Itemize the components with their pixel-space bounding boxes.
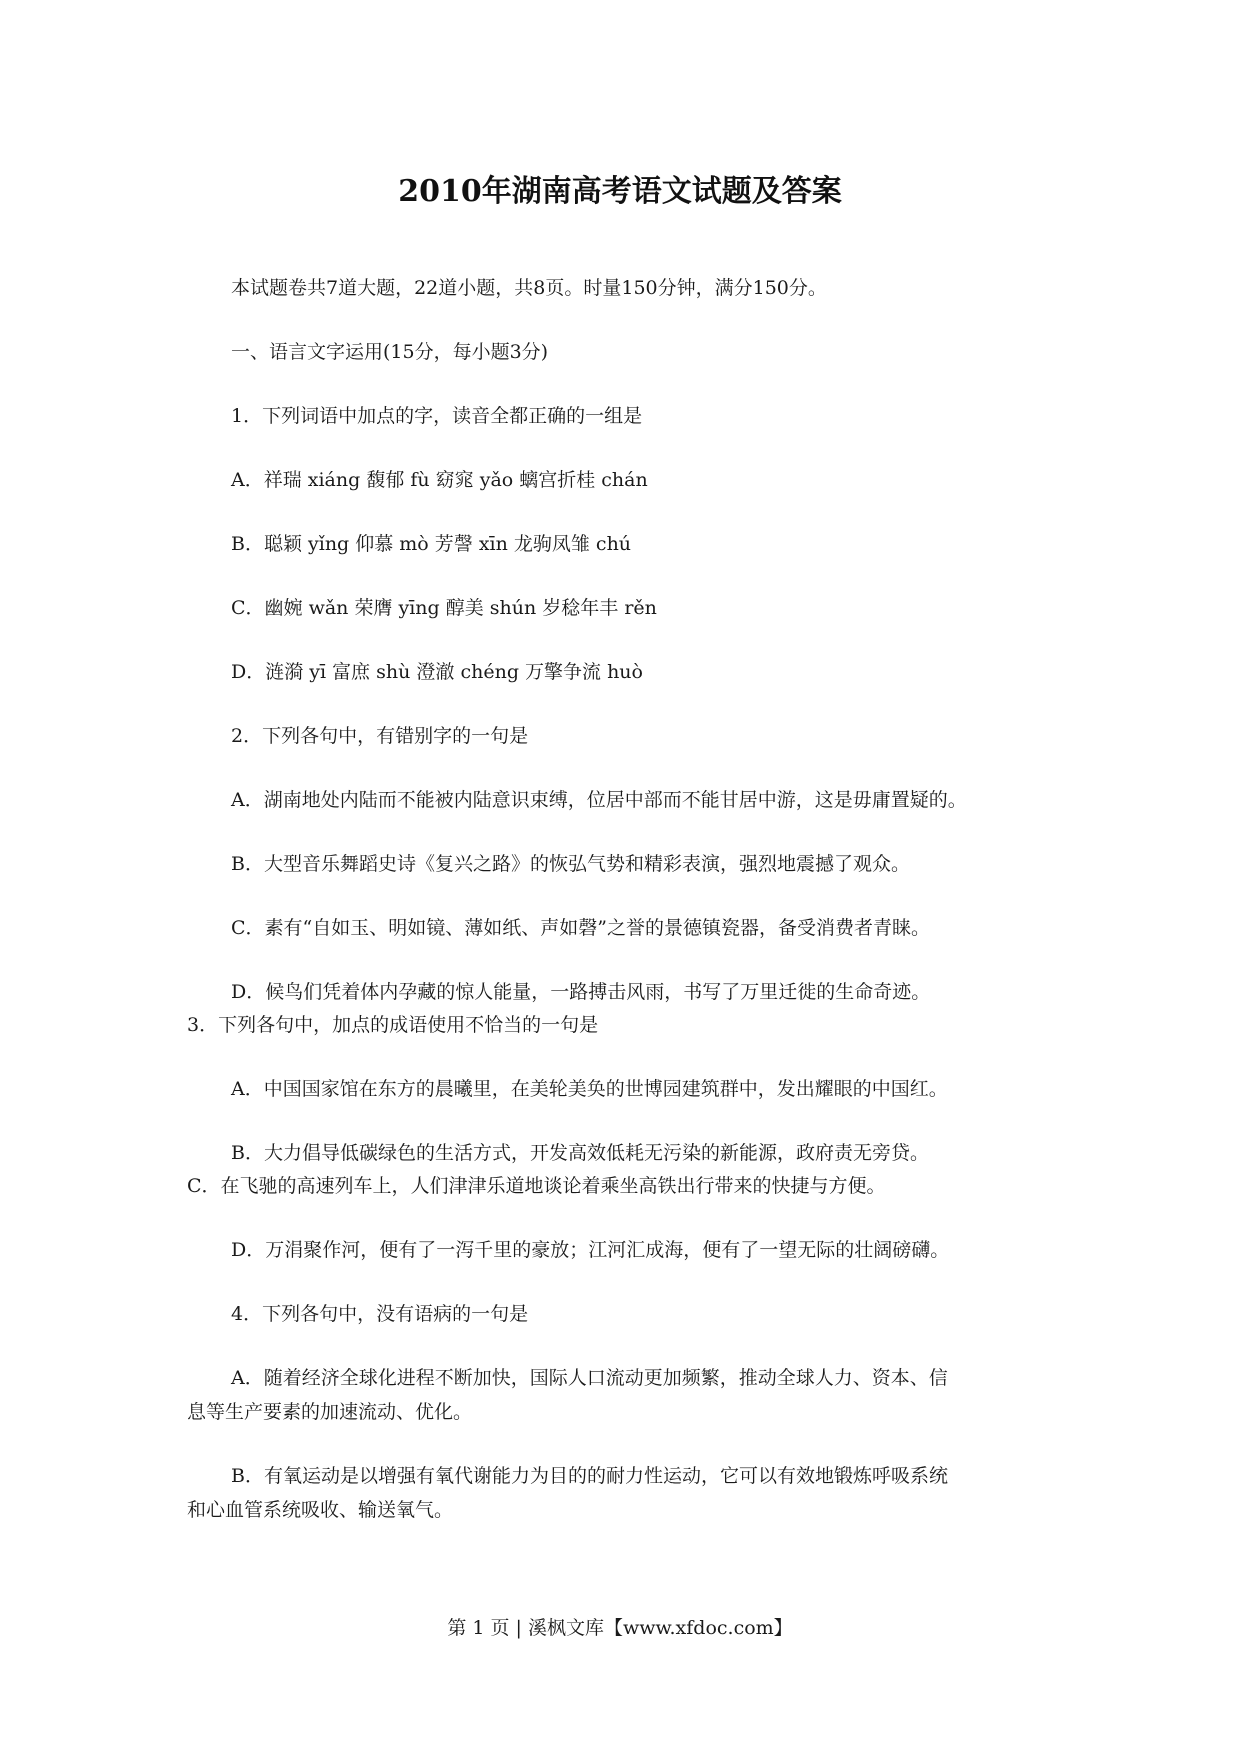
- question-3-option-d: D．万涓聚作河，便有了一泻千里的豪放；江河汇成海，便有了一望无际的壮阔磅礴。: [231, 1239, 950, 1261]
- question-4-option-a-line2: 息等生产要素的加速流动、优化。: [187, 1401, 473, 1423]
- question-3-option-c: C．在飞驰的高速列车上，人们津津乐道地谈论着乘坐高铁出行带来的快捷与方便。: [187, 1175, 886, 1197]
- exam-intro: 本试题卷共7道大题，22道小题，共8页。时量150分钟，满分150分。: [231, 277, 827, 299]
- question-4-option-b-line1: B．有氧运动是以增强有氧代谢能力为目的的耐力性运动，它可以有效地锻炼呼吸系统: [231, 1465, 948, 1487]
- question-1-option-c: C．幽婉 wǎn 荣膺 yīng 醇美 shún 岁稔年丰 rěn: [231, 597, 657, 619]
- question-4-option-b-line2: 和心血管系统吸收、输送氧气。: [187, 1499, 454, 1521]
- question-2-option-d: D．候鸟们凭着体内孕藏的惊人能量，一路搏击风雨，书写了万里迁徙的生命奇迹。: [231, 981, 931, 1003]
- question-4-option-a-line1: A．随着经济全球化进程不断加快，国际人口流动更加频繁，推动全球人力、资本、信: [231, 1367, 948, 1389]
- question-1-stem: 1．下列词语中加点的字，读音全都正确的一组是: [231, 405, 643, 427]
- question-3-option-a: A．中国国家馆在东方的晨曦里，在美轮美奂的世博园建筑群中，发出耀眼的中国红。: [231, 1078, 948, 1100]
- question-2-option-c: C．素有“自如玉、明如镜、薄如纸、声如磬”之誉的景德镇瓷器，备受消费者青睐。: [231, 917, 930, 939]
- question-3-stem: 3．下列各句中，加点的成语使用不恰当的一句是: [187, 1014, 599, 1036]
- section-heading: 一、语言文字运用(15分，每小题3分): [231, 341, 549, 363]
- question-2-stem: 2．下列各句中，有错别字的一句是: [231, 725, 529, 747]
- question-3-option-b: B．大力倡导低碳绿色的生活方式，开发高效低耗无污染的新能源，政府责无旁贷。: [231, 1142, 929, 1164]
- question-1-option-a: A．祥瑞 xiáng 馥郁 fù 窈窕 yǎo 螭宫折桂 chán: [231, 469, 648, 491]
- question-1-option-d: D．涟漪 yī 富庶 shù 澄澈 chéng 万擎争流 huò: [231, 661, 643, 683]
- page-footer: 第 1 页 | 溪枫文库【www.xfdoc.com】: [447, 1617, 793, 1639]
- document-title: 2010年湖南高考语文试题及答案: [398, 174, 842, 209]
- question-1-option-b: B．聪颖 yǐng 仰慕 mò 芳謦 xīn 龙驹凤雏 chú: [231, 533, 632, 555]
- question-4-stem: 4．下列各句中，没有语病的一句是: [231, 1303, 529, 1325]
- question-2-option-b: B．大型音乐舞蹈史诗《复兴之路》的恢弘气势和精彩表演，强烈地震撼了观众。: [231, 853, 910, 875]
- question-2-option-a: A．湖南地处内陆而不能被内陆意识束缚，位居中部而不能甘居中游，这是毋庸置疑的。: [231, 789, 967, 811]
